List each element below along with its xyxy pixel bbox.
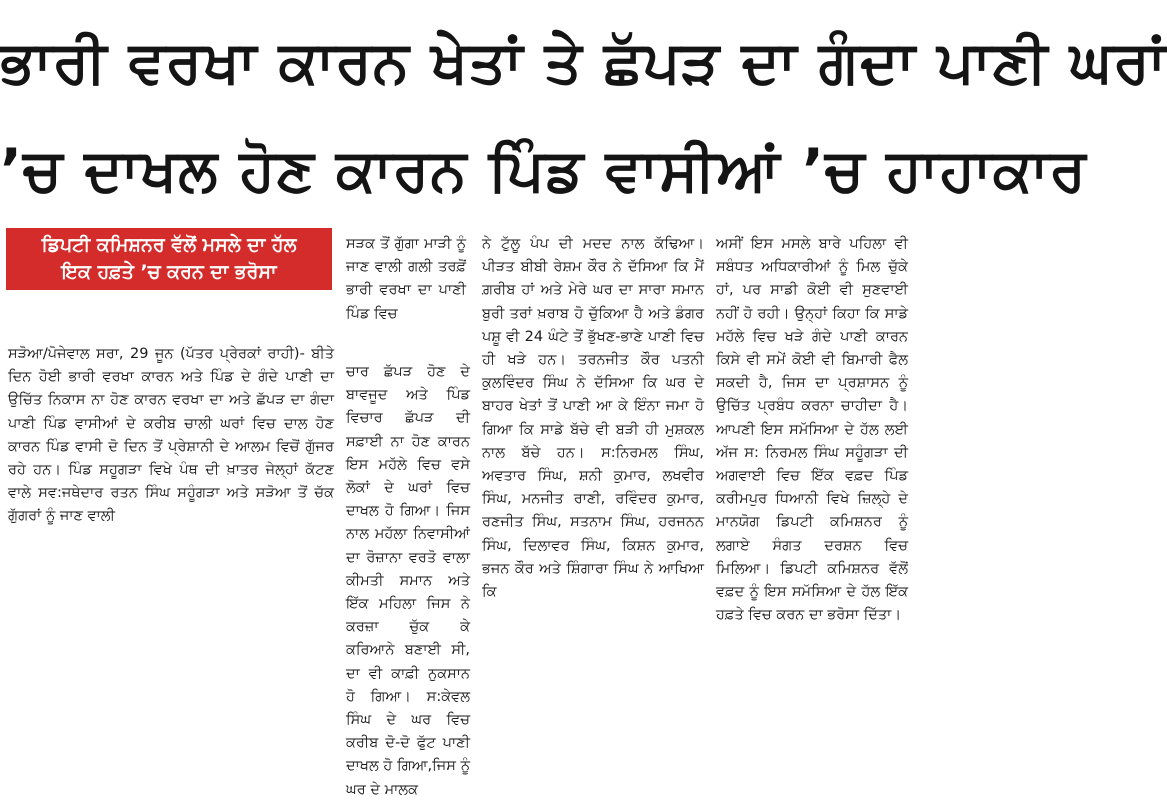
headline-line-2: ’ਚ ਦਾਖਲ ਹੋਣ ਕਾਰਨ ਪਿੰਡ ਵਾਸੀਆਂ ’ਚ ਹਾਹਾਕਾਰ xyxy=(0,136,1087,204)
article-column-1 xyxy=(8,343,334,583)
article-column-3 xyxy=(482,233,704,601)
subheadline-line-1: ਡਿਪਟੀ ਕਮਿਸ਼ਨਰ ਵੱਲੋਂ ਮਸਲੇ ਦਾ ਹੱਲ xyxy=(41,234,297,256)
article-text: ਸੜਕ ਤੋਂ ਗੁੱਗਾ ਮਾੜੀ ਨੂੰ ਜਾਣ ਵਾਲੀ ਗਲੀ ਤਰਫ਼ੋਂ ਭਾਰੀ ਵਰਖਾ ਦਾ ਪਾਣੀ ਪਿੰਡ ਵਿਚ xyxy=(346,236,466,322)
article-text: ਚਾਰ ਛੱਪੜ ਹੋਣ ਦੇ ਬਾਵਜੂਦ ਅਤੇ ਪਿੰਡ ਵਿਚਾਰ ਛੱਪੜ ਦੀ ਸਫ਼ਾਈ ਨਾ ਹੋਣ ਕਾਰਨ ਇਸ ਮਹੱਲੇ ਵਿਚ ਵਸੇ ਲੋਕਾਂ ਦੇ ਘਰਾਂ ਵਿਚ ਦਾਖਲ ਹੋ ਗਿਆ। ਜਿਸ ਨਾਲ ਮਹੱਲਾ ਨਿਵਾਸੀਆਂ ਦਾ ਰੋਜ਼ਾਨਾ ਵਰਤੋ ਵਾਲਾ ਕੀਮਤੀ ਸਮਾਨ ਅਤੇ ਇੱਕ ਮਹਿਲਾ ਜਿਸ ਨੇ ਕਰਜ਼ਾ ਚੁੱਕ ਕੇ ਕਰਿਆਨੇ ਬਣਾਈ ਸੀ, ਦਾ ਵੀ ਕਾਫ਼ੀ ਨੁਕਸਾਨ ਹੋ ਗਿਆ। ਸ:ਕੇਵਲ ਸਿੰਘ ਦੇ ਘਰ ਵਿਚ ਕਰੀਬ ਦੋ-ਦੋ ਫੁੱਟ ਪਾਣੀ ਦਾਖਲ ਹੋ ਗਿਆ,ਜਿਸ ਨੂੰ ਘਰ ਦੇ ਮਾਲਕ xyxy=(346,364,470,798)
subheadline-box xyxy=(6,228,332,290)
subheadline-line-2: ਇਕ ਹਫ਼ਤੇ ’ਚ ਕਰਨ ਦਾ ਭਰੋਸਾ xyxy=(61,261,277,283)
article-text: ਅਸੀਂ ਇਸ ਮਸਲੇ ਬਾਰੇ ਪਹਿਲਾ ਵੀ ਸਬੰਧਤ ਅਧਿਕਾਰੀਆਂ ਨੂੰ ਮਿਲ ਚੁੱਕੇ ਹਾਂ, ਪਰ ਸਾਡੀ ਕੋਈ ਵੀ ਸੁਣਵਾਈ ਨਹੀਂ ਹੋ ਰਹੀ। ਉਨ੍ਹਾਂ ਕਿਹਾ ਕਿ ਸਾਡੇ ਮਹੱਲੇ ਵਿਚ ਖੜੇ ਗੰਦੇ ਪਾਣੀ ਕਾਰਨ ਕਿਸੇ ਵੀ ਸਮੇਂ ਕੋਈ ਵੀ ਬਿਮਾਰੀ ਫੈਲ ਸਕਦੀ ਹੈ, ਜਿਸ ਦਾ ਪ੍ਰਸ਼ਾਸਨ ਨੂੰ ਉਚਿੱਤ ਪ੍ਰਬੰਧ ਕਰਨਾ ਚਾਹੀਦਾ ਹੈ। ਆਪਣੀ ਇਸ ਸਮੱਸਿਆ ਦੇ ਹੱਲ ਲਈ ਅੱਜ ਸ: ਨਿਰਮਲ ਸਿੰਘ ਸਹੂੰਗੜਾ ਦੀ ਅਗਵਾਈ ਵਿਚ ਇੱਕ ਵਫ਼ਦ ਪਿੰਡ ਕਰੀਮਪੁਰ ਧਿਆਨੀ ਵਿਖੇ ਜ਼ਿਲ੍ਹੇ ਦੇ ਮਾਨਯੋਗ ਡਿਪਟੀ ਕਮਿਸ਼ਨਰ ਨੂੰ ਲਗਾਏ ਸੰਗਤ ਦਰਸ਼ਨ ਵਿਚ ਮਿਲਿਆ। ਡਿਪਟੀ ਕਮਿਸ਼ਨਰ ਵੱਲੋਂ ਵਫ਼ਦ ਨੂੰ ਇਸ ਸਮੱਸਿਆ ਦੇ ਹੱਲ ਇੱਕ ਹਫ਼ਤੇ ਵਿਚ ਕਰਨ ਦਾ ਭਰੋਸਾ ਦਿੱਤਾ। xyxy=(716,236,908,624)
article-text: ਸੜੋਆ/ਪੋਜੇਵਾਲ ਸਰਾ, 29 ਜੂਨ (ਪੱਤਰ ਪ੍ਰੇਰਕਾਂ ਰਾਹੀ)- ਬੀਤੇ ਦਿਨ ਹੋਈ ਭਾਰੀ ਵਰਖਾ ਕਾਰਨ ਅਤੇ ਪਿੰਡ ਦੇ ਗੰਦੇ ਪਾਣੀ ਦਾ ਉਚਿੱਤ ਨਿਕਾਸ ਨਾ ਹੋਣ ਕਾਰਨ ਵਰਖਾ ਦਾ ਅਤੇ ਛੱਪੜ ਦਾ ਗੰਦਾ ਪਾਣੀ ਪਿੰਡ ਵਾਸੀਆਂ ਦੇ ਕਰੀਬ ਚਾਲੀ ਘਰਾਂ ਵਿਚ ਦਾਲ ਹੋਣ ਕਾਰਨ ਪਿੰਡ ਵਾਸੀ ਦੋ ਦਿਨ ਤੋਂ ਪ੍ਰੇਸ਼ਾਨੀ ਦੇ ਆਲਮ ਵਿਚੋਂ ਗੁੱਜਰ ਰਹੇ ਹਨ। ਪਿੰਡ ਸਹੂਗੜਾ ਵਿਖੇ ਪੰਥ ਦੀ ਖ਼ਾਤਰ ਜੇਲ੍ਹਾਂ ਕੱਟਣ ਵਾਲੇ ਸਵ:ਜਥੇਦਾਰ ਰਤਨ ਸਿੰਘ ਸਹੂੰਗੜਾ ਅਤੇ ਸੜੋਆ ਤੋਂ ਚੱਕ ਗੁੱਗਰਾਂ ਨੂੰ ਜਾਣ ਵਾਲੀ xyxy=(8,346,334,525)
article-text: ਨੇ ਟੁੱਲੂ ਪੰਪ ਦੀ ਮਦਦ ਨਾਲ ਕੱਢਿਆ। ਪੀੜਤ ਬੀਬੀ ਰੇਸ਼ਮ ਕੌਰ ਨੇ ਦੱਸਿਆ ਕਿ ਮੈਂ ਗ਼ਰੀਬ ਹਾਂ ਅਤੇ ਮੇਰੇ ਘਰ ਦਾ ਸਾਰਾ ਸਮਾਨ ਬੁਰੀ ਤਰਾਂ ਖ਼ਰਾਬ ਹੋ ਚੁੱਕਿਆ ਹੈ ਅਤੇ ਡੰਗਰ ਪਸ਼ੂ ਵੀ 24 ਘੰਟੇ ਤੋਂ ਭੁੱਖਣ-ਭਾਣੇ ਪਾਣੀ ਵਿਚ ਹੀ ਖੜੇ ਹਨ। ਤਰਨਜੀਤ ਕੌਰ ਪਤਨੀ ਕੁਲਵਿੰਦਰ ਸਿੰਘ ਨੇ ਦੱਸਿਆ ਕਿ ਘਰ ਦੇ ਬਾਹਰ ਖੇਤਾਂ ਤੋਂ ਪਾਣੀ ਆ ਕੇ ਇੰਨਾ ਜਮਾ ਹੋ ਗਿਆ ਕਿ ਸਾਡੇ ਬੱਚੇ ਵੀ ਬੜੀ ਹੀ ਮੁਸ਼ਕਲ ਨਾਲ ਬੱਚੇ ਹਨ। ਸ:ਨਿਰਮਲ ਸਿੰਘ, ਅਵਤਾਰ ਸਿੰਘ, ਸ਼ਨੀ ਕੁਮਾਰ, ਲਖਵੀਰ ਸਿੰਘ, ਮਨਜੀਤ ਰਾਣੀ, ਰਵਿੰਦਰ ਕੁਮਾਰ, ਰਣਜੀਤ ਸਿੰਘ, ਸਤਨਾਮ ਸਿੰਘ, ਹਰਜਨਨ ਸਿੰਘ, ਦਿਲਾਵਰ ਸਿੰਘ, ਕਿਸ਼ਨ ਕੁਮਾਰ, ਭਜਨ ਕੌਰ ਅਤੇ ਸ਼ਿੰਗਾਰਾ ਸਿੰਘ ਨੇ ਆਖਿਆ ਕਿ xyxy=(482,236,704,601)
article-column-4 xyxy=(716,233,908,624)
headline-line-1: ਭਾਰੀ ਵਰਖਾ ਕਾਰਨ ਖੇਤਾਂ ਤੇ ਛੱਪੜ ਦਾ ਗੰਦਾ ਪਾਣੀ ਘਰਾਂ xyxy=(0,28,1167,96)
article-column-2-top xyxy=(346,233,466,361)
article-column-2-bottom xyxy=(346,361,470,798)
